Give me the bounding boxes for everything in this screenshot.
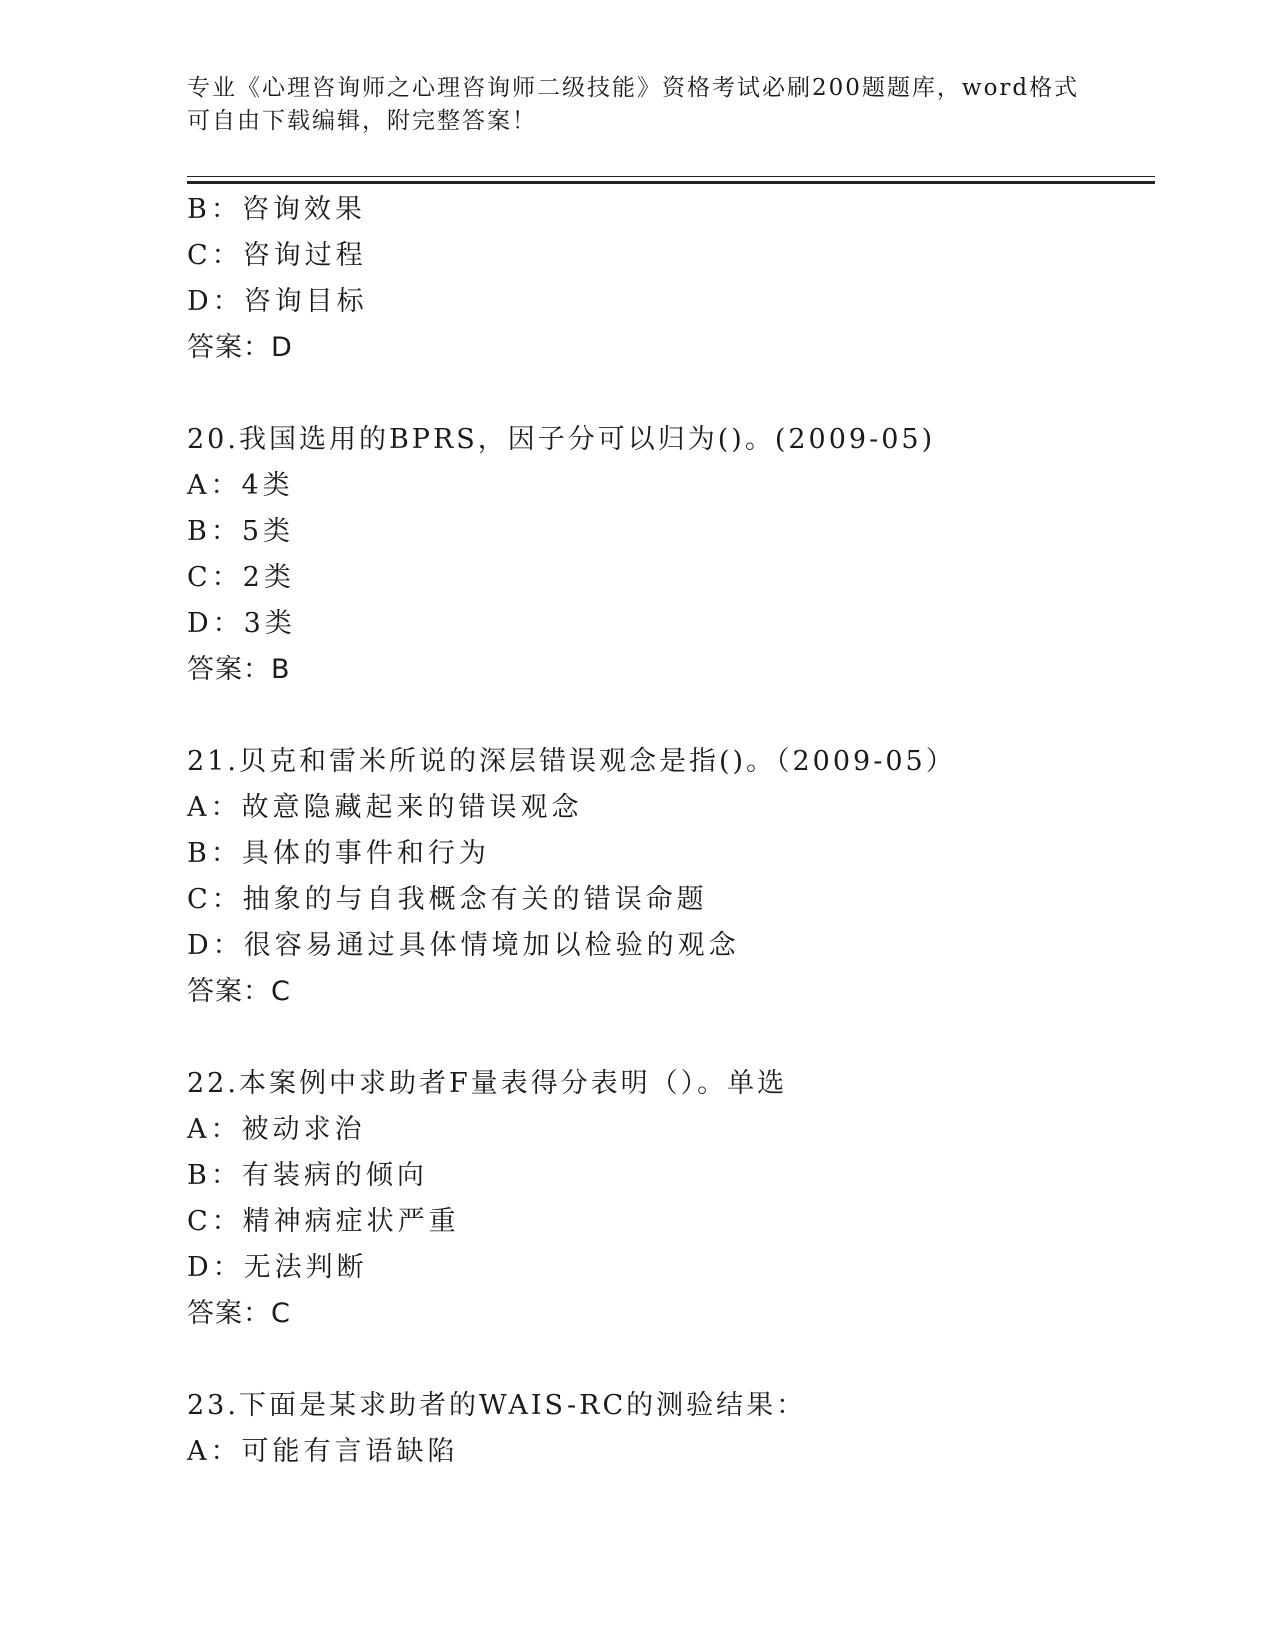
option-b: B：咨询效果 — [187, 194, 366, 225]
answer-line: 答案：D — [187, 332, 293, 363]
question-block-23 — [187, 1383, 1147, 1475]
option-a: A：故意隐藏起来的错误观念 — [187, 792, 583, 823]
option-d: D：咨询目标 — [187, 286, 368, 317]
question-block-19 — [187, 187, 1147, 371]
spacer — [187, 693, 1147, 739]
spacer — [187, 1337, 1147, 1383]
header-divider-thin — [187, 176, 1155, 177]
option-c: C：2类 — [187, 562, 295, 593]
question-block-20 — [187, 417, 1147, 693]
header-divider-thick — [187, 181, 1155, 184]
question-text: 20.我国选用的BPRS，因子分可以归为()。(2009-05) — [187, 424, 936, 455]
answer-line: 答案：C — [187, 1298, 291, 1329]
answer-line: 答案：C — [187, 976, 291, 1007]
option-a: A：4类 — [187, 470, 294, 501]
question-block-21 — [187, 739, 1147, 1015]
option-b: B：具体的事件和行为 — [187, 838, 490, 869]
option-d: D：3类 — [187, 608, 296, 639]
option-d: D：无法判断 — [187, 1252, 368, 1283]
option-c: C：抽象的与自我概念有关的错误命题 — [187, 884, 708, 915]
spacer — [187, 371, 1147, 417]
question-block-22 — [187, 1061, 1147, 1337]
option-a: A：可能有言语缺陷 — [187, 1436, 459, 1467]
header-line-2: 可自由下载编辑，附完整答案！ — [187, 108, 537, 134]
option-c: C：咨询过程 — [187, 240, 367, 271]
option-b: B：有装病的倾向 — [187, 1160, 428, 1191]
question-text: 21.贝克和雷米所说的深层错误观念是指()。（2009-05） — [187, 746, 956, 777]
option-b: B：5类 — [187, 516, 295, 547]
question-list — [187, 187, 1147, 1475]
option-a: A：被动求治 — [187, 1114, 366, 1145]
question-text: 22.本案例中求助者F量表得分表明（）。单选 — [187, 1068, 788, 1099]
header-line-1: 专业《心理咨询师之心理咨询师二级技能》资格考试必刷200题题库，word格式 — [187, 75, 1080, 101]
option-c: C：精神病症状严重 — [187, 1206, 460, 1237]
question-text: 23.下面是某求助者的WAIS-RC的测验结果： — [187, 1390, 807, 1421]
answer-line: 答案：B — [187, 654, 291, 685]
spacer — [187, 1015, 1147, 1061]
document-header — [187, 72, 1087, 138]
option-d: D：很容易通过具体情境加以检验的观念 — [187, 930, 740, 961]
